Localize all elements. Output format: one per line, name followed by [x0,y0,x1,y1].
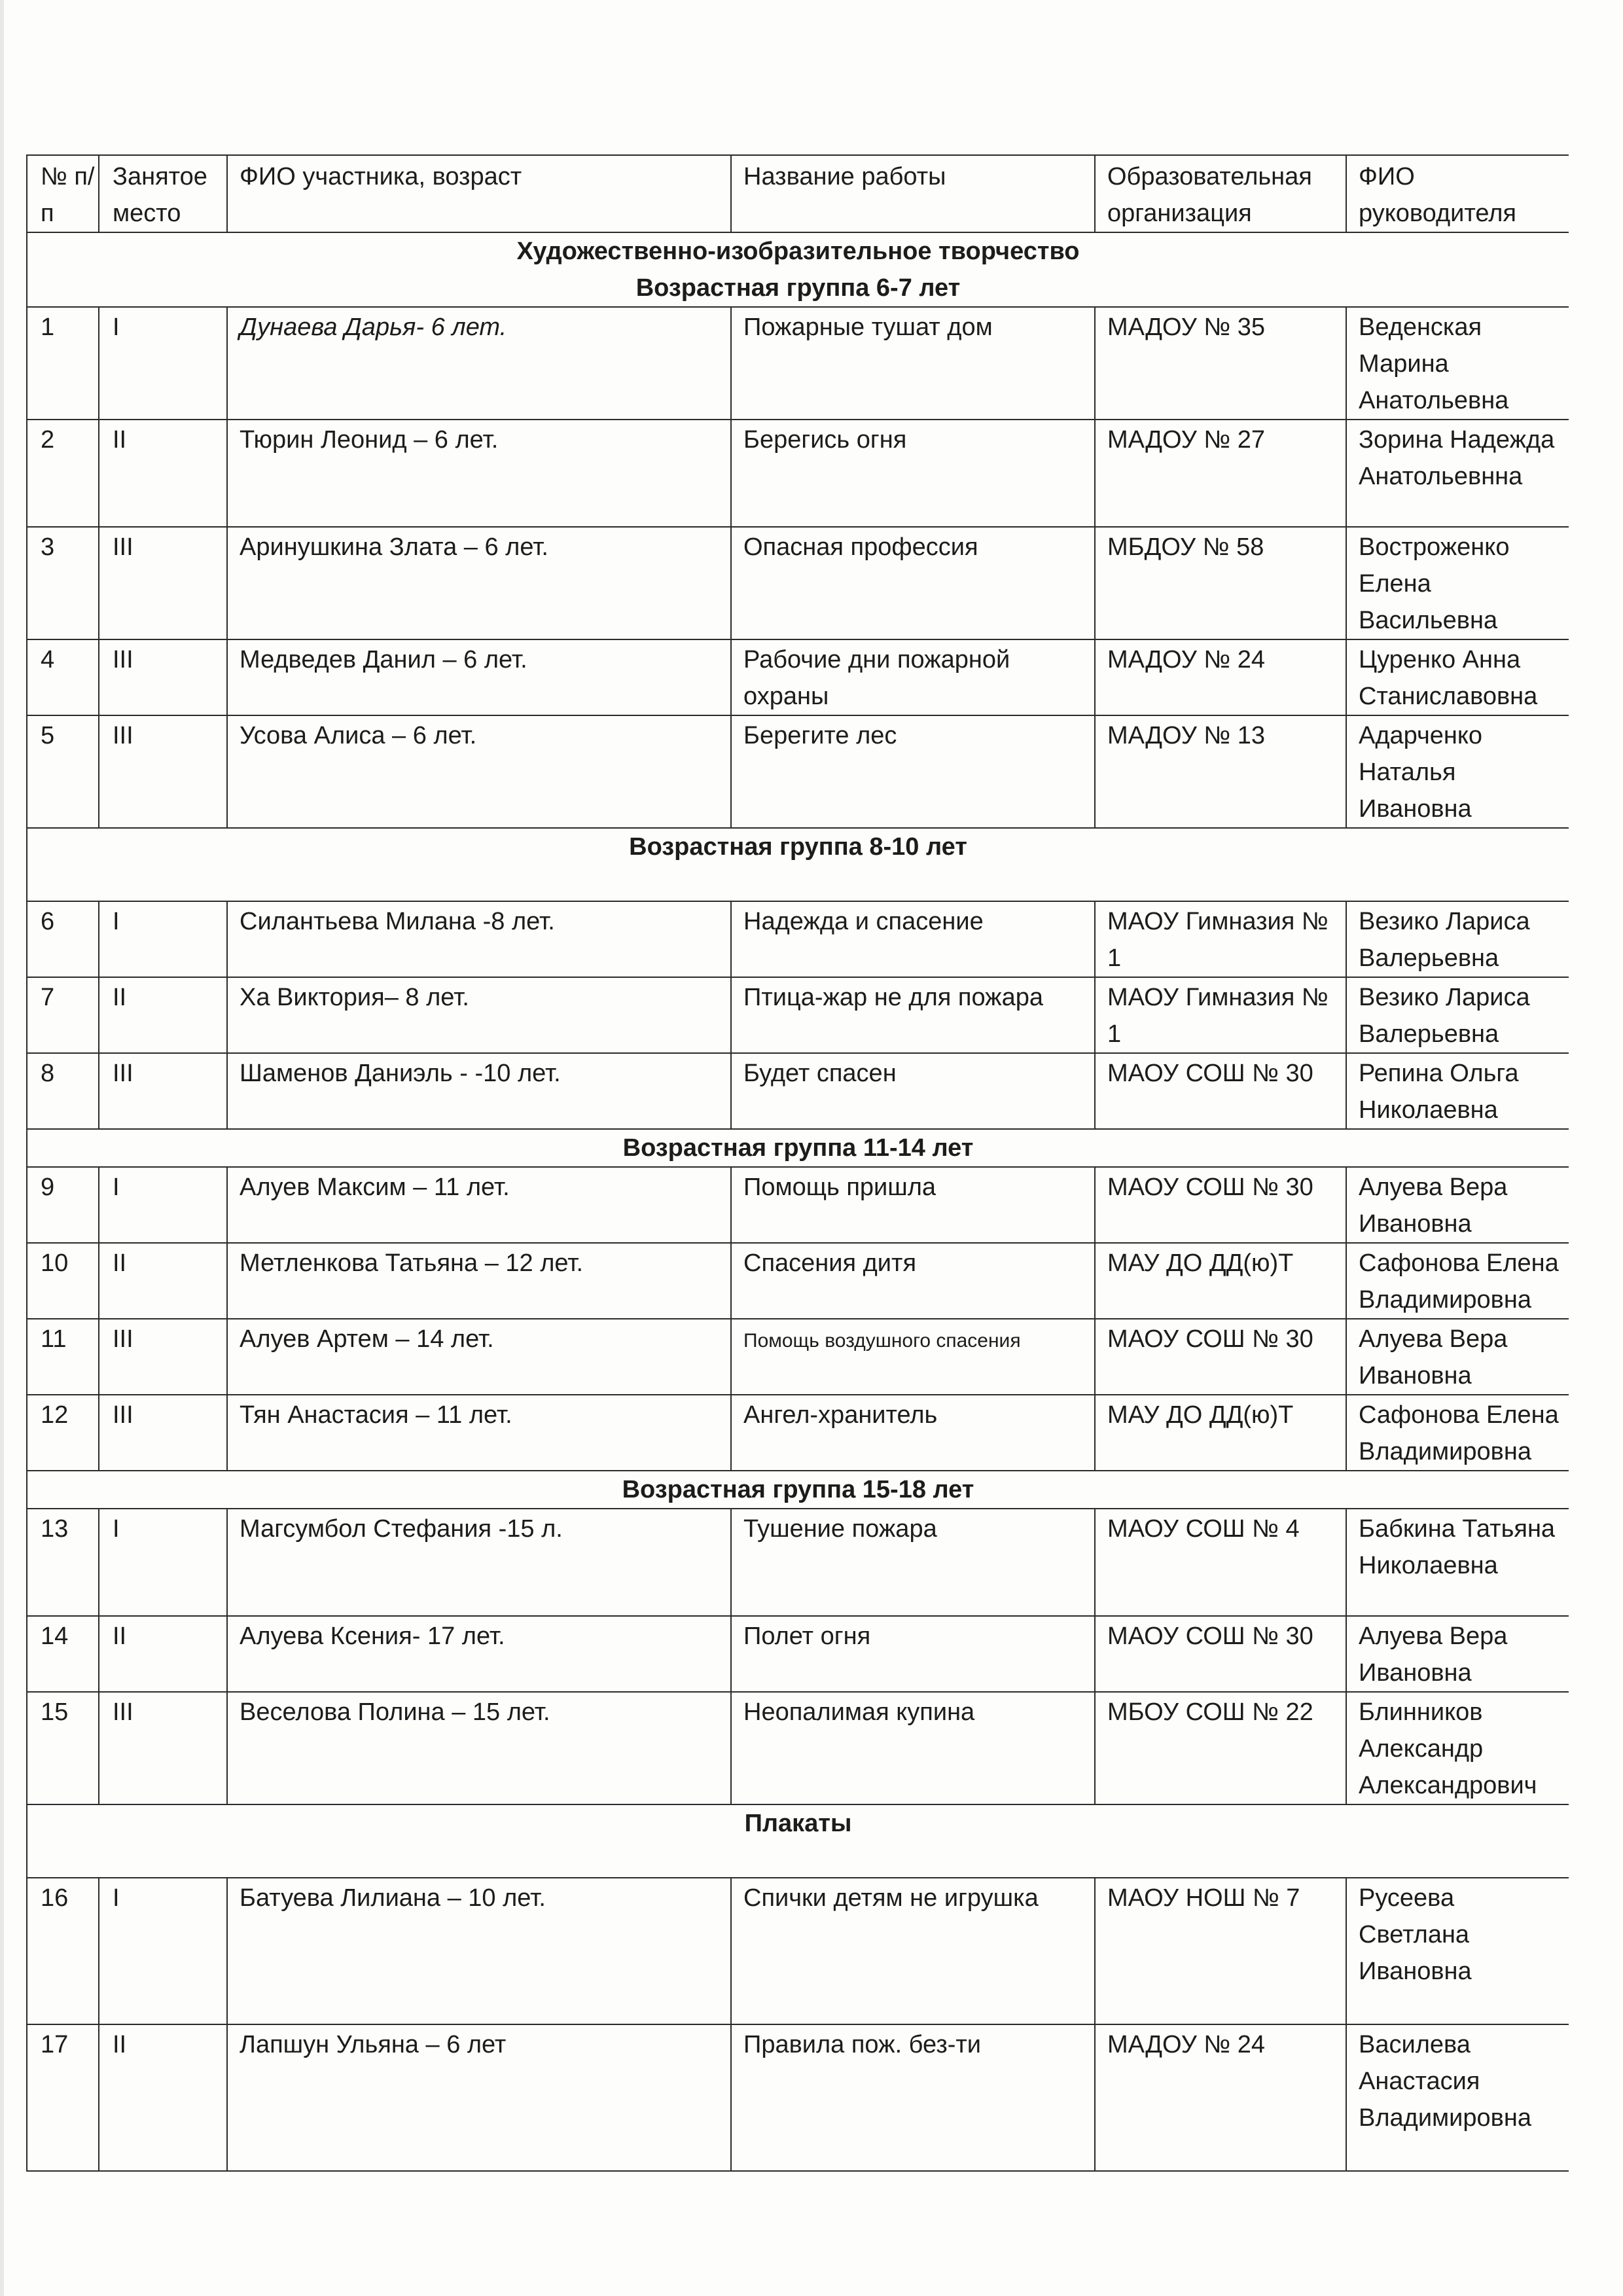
row-work-title-text: Полет огня [743,1623,871,1650]
row-supervisor-text: Зорина Надежда Анатольевнна [1359,426,1555,490]
category-title: Художественно-изобразительное творчество [516,238,1080,265]
row-supervisor-text: Везико Лариса Валерьевна [1359,908,1530,972]
table-header-row [27,155,1569,232]
row-place [99,1395,227,1471]
row-organization [1095,1167,1346,1243]
row-participant [227,1243,731,1319]
row-participant [227,1878,731,2024]
row-number-text: 6 [41,908,55,935]
row-place [99,527,227,639]
row-supervisor [1346,1878,1569,2024]
row-supervisor [1346,1616,1569,1692]
header-participant: ФИО участника, возраст [227,155,731,232]
section-title [27,232,1569,307]
row-number-text: 3 [41,533,55,561]
row-supervisor [1346,901,1569,977]
row-number-text: 7 [41,984,55,1011]
section-title [27,828,1569,901]
row-supervisor [1346,1167,1569,1243]
row-place [99,1319,227,1395]
table-row [27,2024,1569,2171]
row-work-title-text: Ангел-хранитель [743,1401,938,1429]
section-row [27,232,1569,307]
row-number-text: 10 [41,1249,69,1277]
row-place-text: III [113,1060,134,1087]
row-place-text: I [113,908,120,935]
row-supervisor [1346,1692,1569,1804]
row-number-text: 2 [41,426,55,454]
row-work-title-text: Правила пож. без-ти [743,2031,982,2058]
row-place-text: II [113,1623,127,1650]
row-organization-text: МАДОУ № 24 [1107,2031,1266,2058]
row-number [27,420,99,527]
row-place [99,1878,227,2024]
row-number [27,901,99,977]
row-supervisor [1346,1243,1569,1319]
row-place-text: II [113,984,127,1011]
row-place-text: III [113,722,134,749]
row-participant-text: Тян Анастасия – 11 лет. [240,1401,512,1429]
row-work-title-text: Опасная профессия [743,533,978,561]
row-participant-text: Магсумбол Стефания -15 л. [240,1515,563,1543]
table-body [27,232,1569,2171]
row-place [99,1616,227,1692]
row-organization-text: МАДОУ № 27 [1107,426,1266,454]
row-participant [227,715,731,828]
row-supervisor-text: Цуренко Анна Станиславовна [1359,646,1538,710]
row-organization [1095,420,1346,527]
row-supervisor-text: Везико Лариса Валерьевна [1359,984,1530,1048]
row-supervisor [1346,715,1569,828]
row-supervisor-text: Репина Ольга Николаевна [1359,1060,1519,1124]
table-row [27,1395,1569,1471]
row-organization-text: МБОУ СОШ № 22 [1107,1698,1313,1726]
row-place [99,715,227,828]
row-organization-text: МАДОУ № 24 [1107,646,1266,673]
row-organization [1095,527,1346,639]
row-place-text: II [113,426,127,454]
row-number [27,639,99,715]
section-row [27,828,1569,901]
row-number [27,2024,99,2171]
row-organization [1095,1395,1346,1471]
row-supervisor [1346,2024,1569,2171]
table-row [27,1243,1569,1319]
row-number [27,1167,99,1243]
row-work-title-text: Спички детям не игрушка [743,1884,1039,1912]
row-number [27,1053,99,1129]
row-place-text: II [113,1249,127,1277]
table-row [27,1692,1569,1804]
row-work-title-text: Берегите лес [743,722,897,749]
row-work-title-text: Спасения дитя [743,1249,917,1277]
row-participant [227,977,731,1053]
header-work-title: Название работы [731,155,1095,232]
row-work-title [731,420,1095,527]
row-participant [227,1616,731,1692]
row-participant-text: Ха Виктория– 8 лет. [240,984,469,1011]
row-number-text: 13 [41,1515,69,1543]
section-row [27,1804,1569,1878]
row-work-title [731,1053,1095,1129]
row-work-title [731,1692,1095,1804]
row-place-text: III [113,1325,134,1353]
table-row [27,1616,1569,1692]
row-participant [227,420,731,527]
row-work-title-text: Будет спасен [743,1060,897,1087]
row-place-text: I [113,314,120,341]
row-number [27,1319,99,1395]
row-organization [1095,901,1346,977]
header-place: Занятое место [99,155,227,232]
row-place [99,977,227,1053]
row-participant-text: Веселова Полина – 15 лет. [240,1698,550,1726]
row-organization-text: МАДОУ № 35 [1107,314,1266,341]
row-place [99,1243,227,1319]
row-organization [1095,1509,1346,1616]
section-row [27,1129,1569,1167]
row-place [99,1692,227,1804]
row-organization [1095,1616,1346,1692]
row-supervisor [1346,639,1569,715]
table-row [27,1509,1569,1616]
row-supervisor [1346,527,1569,639]
row-organization-text: МАОУ СОШ № 4 [1107,1515,1300,1543]
table-row [27,1878,1569,2024]
row-participant-text: Аринушкина Злата – 6 лет. [240,533,548,561]
row-place [99,420,227,527]
row-place-text: I [113,1174,120,1201]
row-place [99,1053,227,1129]
row-participant [227,307,731,420]
row-number-text: 14 [41,1623,69,1650]
row-supervisor-text: Адарченко Наталья Ивановна [1359,722,1483,823]
row-participant-text: Силантьева Милана -8 лет. [240,908,555,935]
row-participant-text: Медведев Данил – 6 лет. [240,646,527,673]
row-work-title-text: Птица-жар не для пожара [743,984,1044,1011]
row-participant-text: Шаменов Даниэль - -10 лет. [240,1060,561,1087]
row-place [99,639,227,715]
row-number-text: 4 [41,646,55,673]
row-work-title-text: Рабочие дни пожарной охраны [743,646,1010,710]
row-participant-text: Алуева Ксения- 17 лет. [240,1623,505,1650]
table-row [27,527,1569,639]
header-number: № п/п [27,155,99,232]
row-organization [1095,1319,1346,1395]
row-number-text: 5 [41,722,55,749]
row-work-title-text: Неопалимая купина [743,1698,975,1726]
table-row [27,715,1569,828]
age-group-title: Возрастная группа 8-10 лет [629,833,967,861]
row-number [27,1509,99,1616]
row-supervisor [1346,307,1569,420]
row-number-text: 15 [41,1698,69,1726]
row-place [99,307,227,420]
row-participant-text: Лапшун Ульяна – 6 лет [240,2031,507,2058]
row-organization [1095,639,1346,715]
row-work-title-text: Тушение пожара [743,1515,937,1543]
row-participant [227,1319,731,1395]
row-supervisor-text: Востроженко Елена Васильевна [1359,533,1510,634]
table-row [27,977,1569,1053]
row-participant [227,527,731,639]
row-participant [227,2024,731,2171]
row-work-title [731,307,1095,420]
row-work-title [731,527,1095,639]
row-participant-text: Алуев Максим – 11 лет. [240,1174,510,1201]
row-organization [1095,1878,1346,2024]
row-organization-text: МАОУ Гимназия № 1 [1107,984,1329,1048]
row-participant [227,639,731,715]
section-title [27,1471,1569,1509]
row-organization-text: МБДОУ № 58 [1107,533,1264,561]
table-row [27,1167,1569,1243]
section-title [27,1129,1569,1167]
row-participant-text: Усова Алиса – 6 лет. [240,722,477,749]
row-supervisor-text: Алуева Вера Ивановна [1359,1325,1508,1390]
row-organization [1095,715,1346,828]
header-organization: Образовательная организация [1095,155,1346,232]
row-work-title [731,715,1095,828]
row-supervisor-text: Русеева Светлана Ивановна [1359,1884,1472,1985]
row-place-text: II [113,2031,127,2058]
row-organization [1095,1053,1346,1129]
row-organization-text: МАОУ Гимназия № 1 [1107,908,1329,972]
row-work-title [731,1509,1095,1616]
row-work-title [731,1167,1095,1243]
row-supervisor [1346,1319,1569,1395]
page-edge-shadow [0,0,4,2296]
row-supervisor [1346,420,1569,527]
row-number [27,1395,99,1471]
row-number [27,977,99,1053]
row-work-title [731,901,1095,977]
row-number [27,307,99,420]
row-organization-text: МАОУ СОШ № 30 [1107,1060,1313,1087]
age-group-title: Плакаты [744,1810,852,1837]
header-supervisor: ФИО руководителя [1346,155,1569,232]
row-number [27,1878,99,2024]
row-supervisor [1346,1053,1569,1129]
table-row [27,1319,1569,1395]
row-participant [227,1053,731,1129]
row-organization [1095,307,1346,420]
row-place-text: III [113,1698,134,1726]
row-organization [1095,1692,1346,1804]
row-participant [227,1395,731,1471]
row-supervisor-text: Бабкина Татьяна Николаевна [1359,1515,1556,1579]
row-supervisor [1346,1509,1569,1616]
row-supervisor-text: Алуева Вера Ивановна [1359,1623,1508,1687]
row-supervisor-text: Сафонова Елена Владимировна [1359,1401,1559,1465]
row-supervisor-text: Веденская Марина Анатольевна [1359,314,1509,414]
row-number [27,715,99,828]
row-organization-text: МАУ ДО ДД(ю)Т [1107,1401,1294,1429]
row-participant [227,901,731,977]
row-number-text: 17 [41,2031,69,2058]
row-supervisor-text: Сафонова Елена Владимировна [1359,1249,1559,1314]
section-row [27,1471,1569,1509]
row-place-text: III [113,1401,134,1429]
row-participant [227,1167,731,1243]
row-work-title-text: Помощь воздушного спасения [743,1330,1021,1352]
row-organization [1095,1243,1346,1319]
row-participant [227,1509,731,1616]
row-organization-text: МАОУ СОШ № 30 [1107,1174,1313,1201]
row-organization [1095,977,1346,1053]
row-participant-text: Дунаева Дарья- 6 лет. [240,314,507,341]
section-title [27,1804,1569,1878]
row-place-text: I [113,1515,120,1543]
row-participant-text: Тюрин Леонид – 6 лет. [240,426,499,454]
row-number [27,527,99,639]
row-participant-text: Алуев Артем – 14 лет. [240,1325,494,1353]
row-organization-text: МАОУ СОШ № 30 [1107,1325,1313,1353]
row-place [99,901,227,977]
row-participant-text: Метленкова Татьяна – 12 лет. [240,1249,584,1277]
table-row [27,901,1569,977]
age-group-title: Возрастная группа 15-18 лет [622,1476,974,1503]
table-row [27,1053,1569,1129]
row-place-text: I [113,1884,120,1912]
row-organization-text: МАОУ СОШ № 30 [1107,1623,1313,1650]
row-work-title [731,977,1095,1053]
age-group-title: Возрастная группа 6-7 лет [635,274,961,302]
row-number [27,1243,99,1319]
row-number-text: 16 [41,1884,69,1912]
row-work-title [731,1395,1095,1471]
row-supervisor [1346,1395,1569,1471]
row-organization-text: МАДОУ № 13 [1107,722,1266,749]
row-work-title [731,639,1095,715]
row-number-text: 8 [41,1060,55,1087]
row-work-title [731,1878,1095,2024]
row-place [99,1167,227,1243]
age-group-title: Возрастная группа 11-14 лет [622,1134,974,1162]
row-place [99,1509,227,1616]
table-row [27,307,1569,420]
row-work-title-text: Помощь пришла [743,1174,936,1201]
row-supervisor [1346,977,1569,1053]
row-participant-text: Батуева Лилиана – 10 лет. [240,1884,546,1912]
row-organization-text: МАУ ДО ДД(ю)Т [1107,1249,1294,1277]
row-work-title [731,1319,1095,1395]
row-number-text: 9 [41,1174,55,1201]
results-table [26,154,1569,2172]
row-organization [1095,2024,1346,2171]
row-participant [227,1692,731,1804]
row-number [27,1616,99,1692]
table-row [27,639,1569,715]
row-place [99,2024,227,2171]
row-supervisor-text: Блинников Александр Александрович [1359,1698,1537,1799]
row-work-title-text: Надежда и спасение [743,908,984,935]
row-place-text: III [113,533,134,561]
row-work-title [731,1243,1095,1319]
row-work-title [731,2024,1095,2171]
table-row [27,420,1569,527]
row-supervisor-text: Алуева Вера Ивановна [1359,1174,1508,1238]
row-work-title-text: Пожарные тушат дом [743,314,993,341]
row-number-text: 11 [41,1325,67,1353]
row-place-text: III [113,646,134,673]
row-number [27,1692,99,1804]
row-supervisor-text: Василева Анастасия Владимировна [1359,2031,1531,2132]
row-number-text: 1 [41,314,55,341]
row-work-title-text: Берегись огня [743,426,907,454]
row-work-title [731,1616,1095,1692]
row-organization-text: МАОУ НОШ № 7 [1107,1884,1300,1912]
row-number-text: 12 [41,1401,69,1429]
